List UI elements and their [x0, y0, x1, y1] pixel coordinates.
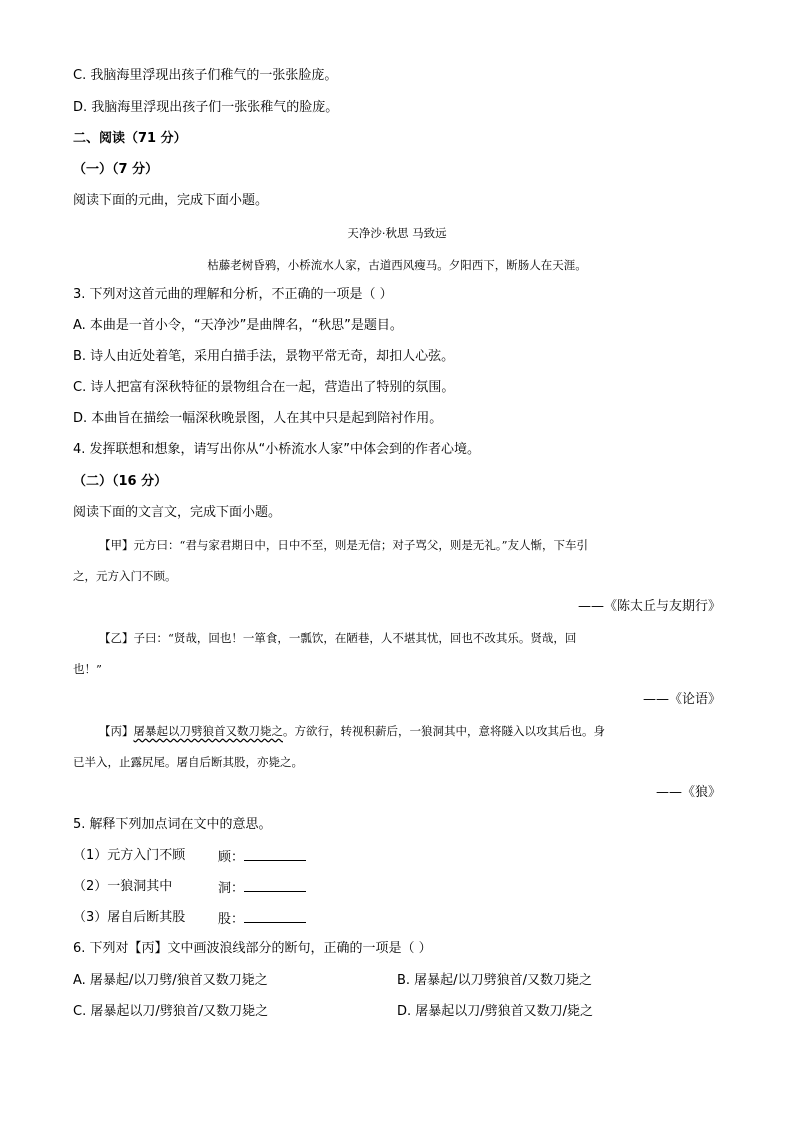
question-6-option-a: A. 屠暴起/以刀劈/狼首又数刀毙之 [73, 973, 268, 988]
answer-blank[interactable] [244, 879, 306, 892]
question-5-item-1-answer [218, 848, 306, 866]
question-3: 3. 下列对这首元曲的理解和分析，不正确的一项是（ ） [73, 287, 393, 302]
question-5-item-3-answer [218, 910, 306, 928]
passage-jia-line2: 之，元方入门不顾。 [73, 569, 177, 583]
item-phrase: （3）屠自后断其股 [73, 910, 186, 925]
question-6: 6. 下列对【丙】文中画波浪线部分的断句，正确的一项是（ ） [73, 941, 432, 956]
passage-jia-source: ——《陈太丘与友期行》 [577, 599, 721, 614]
question-3-option-c: C. 诗人把富有深秋特征的景物组合在一起，营造出了特别的氛围。 [73, 380, 455, 395]
poem-title: 天净沙·秋思 马致远 [347, 226, 447, 240]
question-4: 4. 发挥联想和想象，请写出你从“小桥流水人家”中体会到的作者心境。 [73, 442, 481, 457]
question-5-item-2-answer [218, 879, 306, 897]
option-d: D. 我脑海里浮现出孩子们一张张稚气的脸庞。 [73, 100, 339, 115]
intro-classical: 阅读下面的文言文，完成下面小题。 [73, 505, 282, 520]
item-word: 股： [218, 912, 245, 927]
item-word: 顾： [218, 850, 245, 865]
passage-bing-line2: 已半入，止露尻尾。屠自后断其股，亦毙之。 [73, 755, 303, 769]
answer-blank[interactable] [244, 848, 306, 861]
question-6-option-c: C. 屠暴起以刀/劈狼首/又数刀毙之 [73, 1004, 269, 1019]
question-5-item-1 [73, 848, 185, 864]
poem-body: 枯藤老树昏鸦，小桥流水人家，古道西风瘦马。夕阳西下，断肠人在天涯。 [207, 258, 587, 272]
passage-bing-rest: 。方欲行，转视积薪后，一狼洞其中，意将隧入以攻其后也。身 [283, 724, 605, 738]
intro-poem: 阅读下面的元曲，完成下面小题。 [73, 193, 269, 208]
passage-yi-source: ——《论语》 [642, 692, 721, 707]
part-two-heading: （二）（16 分） [73, 474, 168, 489]
answer-blank[interactable] [244, 910, 306, 923]
passage-bing-line1 [99, 723, 605, 739]
item-phrase: （1）元方入门不顾 [73, 848, 186, 863]
option-c: C. 我脑海里浮现出孩子们稚气的一张张脸庞。 [73, 68, 338, 83]
passage-bing-source: ——《狼》 [655, 785, 721, 800]
question-3-option-a: A. 本曲是一首小令，“天净沙”是曲牌名，“秋思”是题目。 [73, 318, 403, 333]
question-3-option-d: D. 本曲旨在描绘一幅深秋晚景图，人在其中只是起到陪衬作用。 [73, 411, 443, 426]
question-6-option-d: D. 屠暴起以刀/劈狼首又数刀/毙之 [397, 1004, 594, 1019]
part-one-heading: （一）（7 分） [73, 162, 159, 177]
item-word: 洞： [218, 881, 245, 896]
passage-jia-line1: 【甲】元方曰：“君与家君期日中，日中不至，则是无信；对子骂父，则是无礼。”友人惭，下车引 [99, 538, 589, 552]
passage-bing-label: 【丙】 [99, 724, 134, 738]
passage-yi-line2: 也！” [73, 662, 102, 676]
wavy-underlined-text: 屠暴起以刀劈狼首又数刀毙之 [133, 724, 283, 738]
question-5-item-3 [73, 910, 185, 926]
section-heading: 二、阅读（71 分） [73, 131, 187, 146]
question-3-option-b: B. 诗人由近处着笔，采用白描手法，景物平常无奇，却扣人心弦。 [73, 349, 455, 364]
question-5-item-2 [73, 879, 172, 895]
item-phrase: （2）一狼洞其中 [73, 879, 173, 894]
passage-yi-line1: 【乙】子曰：“贤哉，回也！一箪食，一瓢饮，在陋巷，人不堪其忧，回也不改其乐。贤哉，回 [99, 631, 577, 645]
question-5: 5. 解释下列加点词在文中的意思。 [73, 817, 272, 832]
question-6-option-b: B. 屠暴起/以刀劈狼首/又数刀毙之 [397, 973, 592, 988]
